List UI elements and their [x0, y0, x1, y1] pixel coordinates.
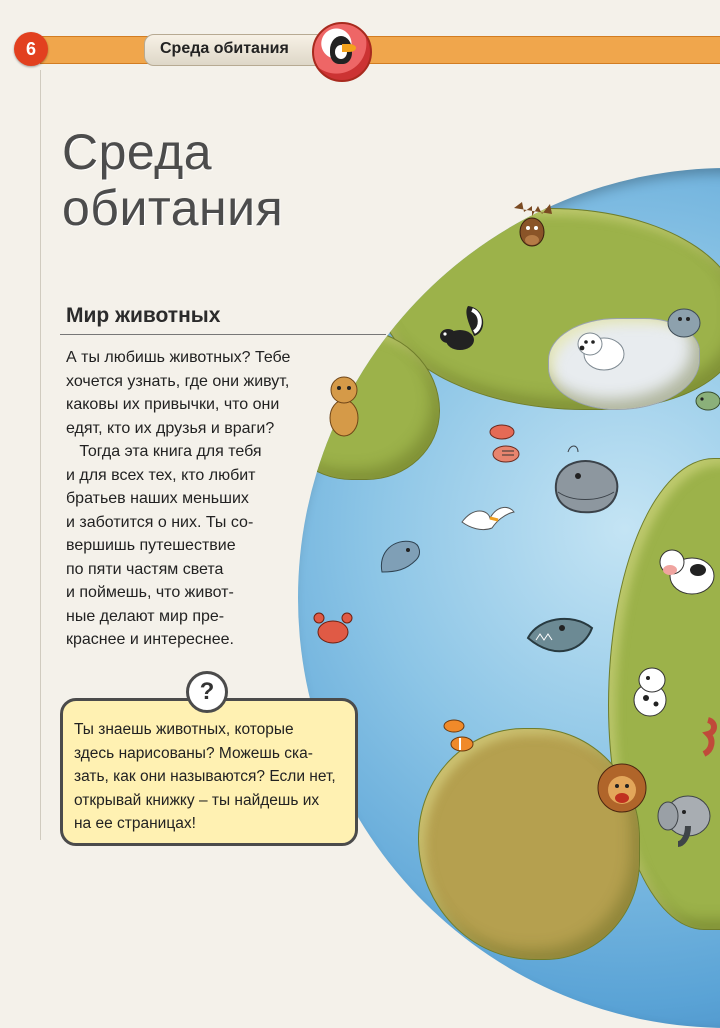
penguin-mascot-icon [312, 22, 372, 82]
whale-icon [548, 440, 628, 522]
paragraph-line: едят, кто их друзья и враги? [66, 419, 275, 437]
tropical-fish-icon [482, 418, 528, 470]
paragraph-line: по пяти частям света [66, 560, 224, 578]
clownfish-icon [438, 714, 478, 756]
page-number: 6 [14, 32, 48, 66]
moose-icon [508, 200, 556, 256]
seagull-icon [458, 496, 516, 538]
paragraph-line: и заботится о них. Ты со- [66, 513, 254, 531]
section-title: Среда обитания [160, 40, 289, 57]
skunk-icon [438, 302, 490, 360]
lion-icon [592, 760, 650, 828]
cow-icon [654, 540, 716, 602]
question-line: Ты знаешь животных, которые [74, 721, 294, 738]
elephant-icon [654, 786, 716, 850]
page-title: Среда обитания [62, 124, 284, 236]
paragraph-line: братьев наших меньших [66, 490, 249, 507]
question-mark-icon: ? [186, 671, 228, 713]
fish-icon [694, 386, 720, 416]
header-bar [40, 36, 720, 64]
question-line: открывай книжку – ты найдешь их [74, 791, 320, 809]
seahorse-icon [694, 716, 720, 758]
paragraph-line: краснее и интереснее. [66, 631, 234, 648]
shark-icon [522, 600, 598, 670]
dolphin-icon [374, 532, 424, 590]
subheading-divider [60, 334, 386, 335]
intro-paragraph [66, 346, 356, 652]
paragraph-line: А ты любишь животных? Тебе [66, 349, 291, 366]
paragraph-line: ные делают мир пре- [66, 607, 225, 625]
question-line: здесь нарисованы? Можешь ска- [74, 744, 313, 762]
page-frame [40, 70, 47, 840]
paragraph-line: хочется узнать, где они живут, [66, 372, 290, 390]
seal-icon [662, 295, 704, 341]
question-text [74, 718, 344, 836]
paragraph-line: и поймешь, что живот- [66, 584, 234, 601]
question-line: на ее страницах! [74, 815, 196, 832]
paragraph-line: вершишь путешествие [66, 537, 236, 554]
section-subheading: Мир животных [66, 304, 221, 327]
polar-bear-icon [572, 322, 628, 378]
question-line: зать, как они называются? Если нет, [74, 768, 336, 785]
dalmatian-dog-icon [622, 660, 678, 722]
paragraph-line: каковы их привычки, что они [66, 396, 280, 413]
paragraph-line: и для всех тех, кто любит [66, 466, 256, 484]
paragraph-line: Тогда эта книга для тебя [66, 443, 262, 460]
